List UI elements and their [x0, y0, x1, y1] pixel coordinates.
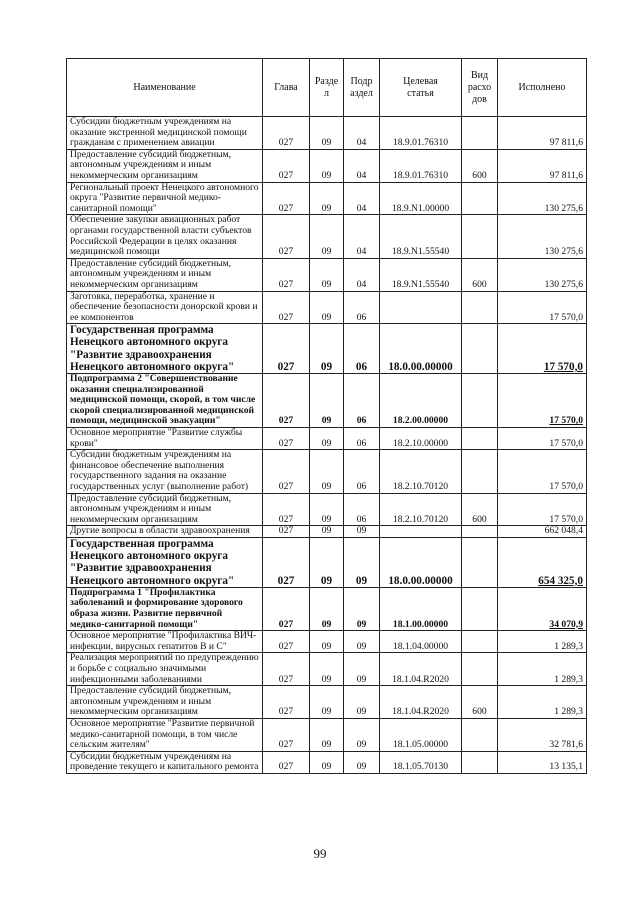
table-row: [67, 653, 587, 686]
table-row: [67, 526, 587, 538]
row-name-cell: Основное мероприятие "Развитие службы крови": [67, 428, 263, 450]
row-executed-cell: 17 570,0: [498, 324, 587, 374]
row-glava-cell: 027: [263, 258, 310, 291]
table-row: [67, 631, 587, 653]
row-article-cell: 18.9.N1.55540: [380, 258, 462, 291]
row-podrazdel-cell: 06: [344, 291, 380, 324]
row-podrazdel-cell: 09: [344, 751, 380, 773]
header-article: Целевая статья: [380, 59, 462, 117]
row-podrazdel-cell: 04: [344, 258, 380, 291]
row-podrazdel-cell: 09: [344, 587, 380, 630]
row-name-cell: Предоставление субсидий бюджетным, автономным учреждениям и иным некоммерческим организациям: [67, 493, 263, 526]
row-name-cell: Реализация мероприятий по предупреждению и борьбе с социально значимыми инфекционными заболеваниями: [67, 653, 263, 686]
row-article-cell: 18.2.00.00000: [380, 374, 462, 428]
table-row: [67, 291, 587, 324]
row-executed-cell: 1 289,3: [498, 631, 587, 653]
row-executed-cell: 130 275,6: [498, 258, 587, 291]
row-name-cell: Предоставление субсидий бюджетным, автономным учреждениям и иным некоммерческим организациям: [67, 258, 263, 291]
row-glava-cell: 027: [263, 117, 310, 150]
row-article-cell: 18.9.N1.00000: [380, 182, 462, 215]
row-executed-cell: 17 570,0: [498, 450, 587, 493]
row-name-cell: Предоставление субсидий бюджетным, автономным учреждениям и иным некоммерческим организациям: [67, 686, 263, 719]
row-podrazdel-cell: 09: [344, 686, 380, 719]
row-podrazdel-cell: 04: [344, 149, 380, 182]
table-row: [67, 374, 587, 428]
table-row: [67, 587, 587, 630]
row-vid-cell: 600: [462, 149, 498, 182]
row-razdel-cell: 09: [310, 538, 344, 588]
row-executed-cell: 130 275,6: [498, 182, 587, 215]
row-executed-cell: 97 811,6: [498, 117, 587, 150]
table-row: [67, 428, 587, 450]
row-podrazdel-cell: 04: [344, 117, 380, 150]
row-executed-cell: 130 275,6: [498, 215, 587, 258]
row-article-cell: 18.0.00.00000: [380, 324, 462, 374]
row-article-cell: 18.2.10.70120: [380, 493, 462, 526]
row-podrazdel-cell: 09: [344, 718, 380, 751]
row-glava-cell: 027: [263, 538, 310, 588]
row-name-cell: Региональный проект Ненецкого автономного округа "Развитие первичной медико-санитарной помощи": [67, 182, 263, 215]
row-name-cell: Государственная программа Ненецкого автономного округа "Развитие здравоохранения Ненецкого автономного округа": [67, 324, 263, 374]
table-row: [67, 258, 587, 291]
header-podrazdel: Подр аздел: [344, 59, 380, 117]
row-vid-cell: [462, 291, 498, 324]
row-razdel-cell: 09: [310, 751, 344, 773]
row-podrazdel-cell: 09: [344, 631, 380, 653]
row-glava-cell: 027: [263, 751, 310, 773]
row-executed-cell: 32 781,6: [498, 718, 587, 751]
row-glava-cell: 027: [263, 149, 310, 182]
table-row: [67, 324, 587, 374]
row-name-cell: Заготовка, переработка, хранение и обеспечение безопасности донорской крови и ее компонентов: [67, 291, 263, 324]
row-article-cell: 18.9.N1.55540: [380, 215, 462, 258]
row-glava-cell: 027: [263, 653, 310, 686]
row-article-cell: 18.1.04.00000: [380, 631, 462, 653]
row-razdel-cell: 09: [310, 686, 344, 719]
row-vid-cell: 600: [462, 493, 498, 526]
page-number: 99: [313, 846, 327, 861]
row-article-cell: 18.1.05.00000: [380, 718, 462, 751]
row-vid-cell: [462, 374, 498, 428]
row-glava-cell: 027: [263, 324, 310, 374]
row-razdel-cell: 09: [310, 291, 344, 324]
row-vid-cell: [462, 718, 498, 751]
budget-execution-table: [66, 58, 587, 774]
row-razdel-cell: 09: [310, 428, 344, 450]
row-executed-cell: 17 570,0: [498, 493, 587, 526]
header-executed: Исполнено: [498, 59, 587, 117]
budget-table-container: [66, 58, 586, 774]
row-name-cell: Подпрограмма 1 "Профилактика заболеваний и формирование здорового образа жизни. Развитие первичной медико-санитарной помощи": [67, 587, 263, 630]
row-vid-cell: 600: [462, 686, 498, 719]
row-podrazdel-cell: 04: [344, 182, 380, 215]
header-vid: Вид расхо дов: [462, 59, 498, 117]
row-article-cell: 18.1.04.R2020: [380, 686, 462, 719]
row-vid-cell: 600: [462, 258, 498, 291]
row-executed-cell: 97 811,6: [498, 149, 587, 182]
row-article-cell: 18.0.00.00000: [380, 538, 462, 588]
row-article-cell: 18.1.05.70130: [380, 751, 462, 773]
row-name-cell: Подпрограмма 2 "Совершенствование оказания специализированной медицинской помощи, скорой, в том числе скорой специализированной медицинской помощи, медицинской эвакуации": [67, 374, 263, 428]
row-article-cell: 18.1.04.R2020: [380, 653, 462, 686]
table-row: [67, 215, 587, 258]
row-name-cell: Предоставление субсидий бюджетным, автономным учреждениям и иным некоммерческим организациям: [67, 149, 263, 182]
table-row: [67, 182, 587, 215]
table-row: [67, 117, 587, 150]
row-article-cell: 18.1.00.00000: [380, 587, 462, 630]
row-vid-cell: [462, 450, 498, 493]
row-glava-cell: 027: [263, 374, 310, 428]
row-executed-cell: 654 325,0: [498, 538, 587, 588]
row-glava-cell: 027: [263, 182, 310, 215]
row-razdel-cell: 09: [310, 653, 344, 686]
table-row: [67, 751, 587, 773]
row-vid-cell: [462, 631, 498, 653]
row-executed-cell: 17 570,0: [498, 291, 587, 324]
row-podrazdel-cell: 06: [344, 450, 380, 493]
row-razdel-cell: 09: [310, 258, 344, 291]
row-podrazdel-cell: 06: [344, 324, 380, 374]
row-vid-cell: [462, 751, 498, 773]
row-razdel-cell: 09: [310, 718, 344, 751]
header-glava: Глава: [263, 59, 310, 117]
row-glava-cell: 027: [263, 215, 310, 258]
row-executed-cell: 17 570,0: [498, 428, 587, 450]
header-razdel: Разде л: [310, 59, 344, 117]
row-razdel-cell: 09: [310, 587, 344, 630]
row-article-cell: [380, 526, 462, 538]
row-glava-cell: 027: [263, 291, 310, 324]
table-row: [67, 450, 587, 493]
row-glava-cell: 027: [263, 493, 310, 526]
row-glava-cell: 027: [263, 686, 310, 719]
row-vid-cell: [462, 117, 498, 150]
table-body: [67, 117, 587, 774]
row-razdel-cell: 09: [310, 631, 344, 653]
header-name: Наименование: [67, 59, 263, 117]
row-glava-cell: 027: [263, 631, 310, 653]
row-podrazdel-cell: 09: [344, 653, 380, 686]
row-glava-cell: 027: [263, 526, 310, 538]
row-name-cell: Субсидии бюджетным учреждениям на оказание экстренной медицинской помощи гражданам с применением авиации: [67, 117, 263, 150]
row-razdel-cell: 09: [310, 117, 344, 150]
row-razdel-cell: 09: [310, 374, 344, 428]
row-vid-cell: [462, 182, 498, 215]
row-glava-cell: 027: [263, 718, 310, 751]
row-glava-cell: 027: [263, 450, 310, 493]
row-vid-cell: [462, 538, 498, 588]
row-article-cell: 18.9.01.76310: [380, 117, 462, 150]
row-vid-cell: [462, 526, 498, 538]
row-executed-cell: 13 135,1: [498, 751, 587, 773]
row-vid-cell: [462, 587, 498, 630]
row-podrazdel-cell: 06: [344, 374, 380, 428]
row-razdel-cell: 09: [310, 493, 344, 526]
row-name-cell: Основное мероприятие "Развитие первичной медико-санитарной помощи, в том числе сельским жителям": [67, 718, 263, 751]
row-podrazdel-cell: 06: [344, 428, 380, 450]
table-row: [67, 718, 587, 751]
row-podrazdel-cell: 09: [344, 538, 380, 588]
row-vid-cell: [462, 215, 498, 258]
row-vid-cell: [462, 653, 498, 686]
row-podrazdel-cell: 04: [344, 215, 380, 258]
row-razdel-cell: 09: [310, 149, 344, 182]
row-name-cell: Другие вопросы в области здравоохранения: [67, 526, 263, 538]
row-razdel-cell: 09: [310, 450, 344, 493]
row-podrazdel-cell: 09: [344, 526, 380, 538]
row-executed-cell: 1 289,3: [498, 686, 587, 719]
row-article-cell: 18.2.10.70120: [380, 450, 462, 493]
table-row: [67, 149, 587, 182]
row-article-cell: 18.9.01.76310: [380, 149, 462, 182]
row-article-cell: 18.2.10.00000: [380, 428, 462, 450]
row-razdel-cell: 09: [310, 526, 344, 538]
row-name-cell: Основное мероприятие "Профилактика ВИЧ-инфекции, вирусных гепатитов В и С": [67, 631, 263, 653]
row-razdel-cell: 09: [310, 324, 344, 374]
row-razdel-cell: 09: [310, 215, 344, 258]
row-vid-cell: [462, 324, 498, 374]
table-row: [67, 538, 587, 588]
row-glava-cell: 027: [263, 428, 310, 450]
row-razdel-cell: 09: [310, 182, 344, 215]
row-executed-cell: 17 570,0: [498, 374, 587, 428]
table-row: [67, 686, 587, 719]
row-vid-cell: [462, 428, 498, 450]
row-article-cell: [380, 291, 462, 324]
row-executed-cell: 34 070,9: [498, 587, 587, 630]
row-podrazdel-cell: 06: [344, 493, 380, 526]
row-glava-cell: 027: [263, 587, 310, 630]
row-name-cell: Субсидии бюджетным учреждениям на проведение текущего и капитального ремонта: [67, 751, 263, 773]
table-row: [67, 493, 587, 526]
row-name-cell: Государственная программа Ненецкого автономного округа "Развитие здравоохранения Ненецкого автономного округа": [67, 538, 263, 588]
row-executed-cell: 662 048,4: [498, 526, 587, 538]
row-name-cell: Обеспечение закупки авиационных работ органами государственной власти субъектов Российской Федерации в целях оказания медицинской помощи: [67, 215, 263, 258]
row-executed-cell: 1 289,3: [498, 653, 587, 686]
row-name-cell: Субсидии бюджетным учреждениям на финансовое обеспечение выполнения государственного задания на оказание государственных услуг (выполнение работ): [67, 450, 263, 493]
header-row: [67, 59, 587, 117]
